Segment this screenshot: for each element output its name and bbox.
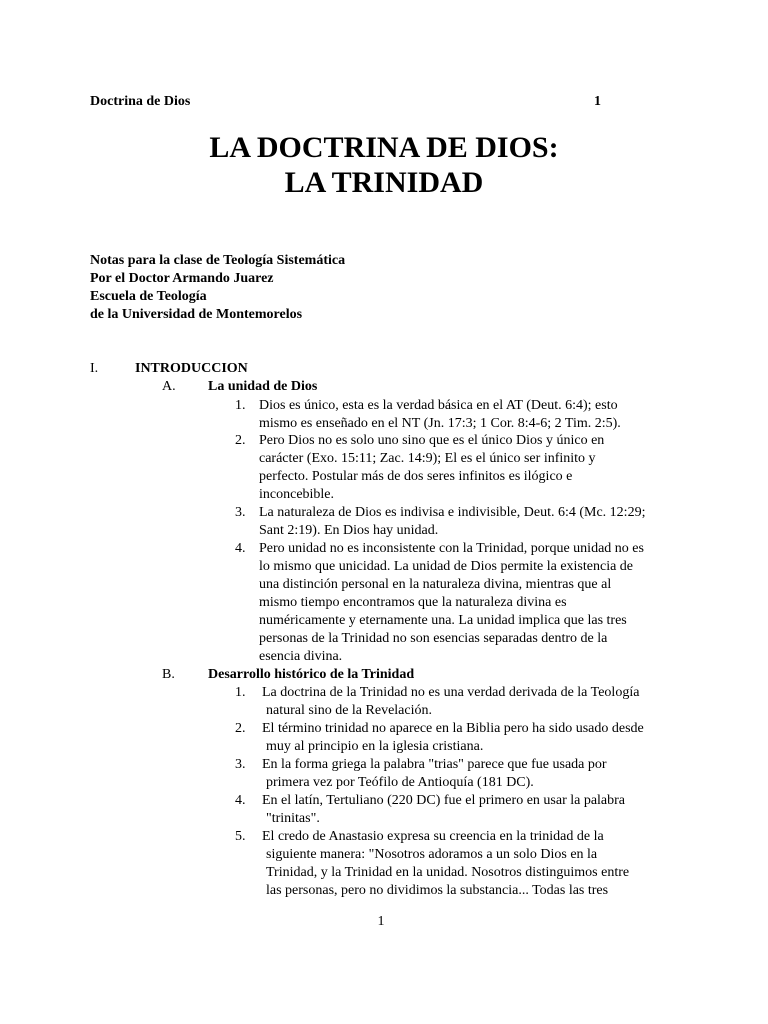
list-item-text: Sant 2:19). En Dios hay unidad.: [259, 523, 439, 538]
list-item-number: 4.: [235, 793, 246, 808]
list-item-text: Trinidad, y la Trinidad en la unidad. Nosotros distinguimos entre: [266, 865, 630, 880]
list-item-text: La doctrina de la Trinidad no es una verdad derivada de la Teología: [262, 685, 640, 700]
list-item-text: mismo tiempo encontramos que la naturaleza divina es: [259, 595, 567, 610]
list-item-number: 1.: [235, 398, 246, 413]
list-item-text: una distinción personal en la naturaleza divina, mientras que al: [259, 577, 612, 592]
author-line: Notas para la clase de Teología Sistemática: [90, 253, 346, 268]
list-item-text: En la forma griega la palabra "trias" parece que fue usada por: [262, 757, 607, 772]
list-item-text: inconcebible.: [259, 487, 335, 502]
page-footer: [0, 914, 768, 930]
list-item-text: Pero unidad no es inconsistente con la Trinidad, porque unidad no es: [259, 541, 644, 556]
list-item-number: 2.: [235, 721, 246, 736]
list-item-text: perfecto. Postular más de dos seres infinitos es ilógico e: [259, 469, 573, 484]
list-item-text: Pero Dios no es solo uno sino que es el único Dios y único en: [259, 433, 605, 448]
list-item-text: Dios es único, esta es la verdad básica en el AT (Deut. 6:4); esto: [259, 398, 618, 413]
section-heading: INTRODUCCION: [135, 361, 248, 376]
document-title-line-1: LA DOCTRINA DE DIOS:: [209, 131, 559, 164]
list-item-text: En el latín, Tertuliano (220 DC) fue el primero en usar la palabra: [262, 793, 626, 808]
list-item-text: carácter (Exo. 15:11; Zac. 14:9); El es el único ser infinito y: [259, 451, 596, 466]
document-title-line-2: LA TRINIDAD: [284, 166, 484, 199]
subsection-letter: A.: [162, 379, 176, 394]
author-line: Escuela de Teología: [90, 289, 207, 304]
footer-page-number: 1: [377, 914, 385, 929]
list-item-text: El credo de Anastasio expresa su creencia en la trinidad de la: [262, 829, 604, 844]
author-block: [90, 252, 345, 324]
subsection-heading: La unidad de Dios: [208, 379, 318, 394]
list-item-text: las personas, pero no dividimos la substancia... Todas las tres: [266, 883, 609, 898]
running-header-title: Doctrina de Dios: [90, 94, 191, 109]
section-numeral: I.: [90, 361, 99, 376]
list-item-text: muy al principio en la iglesia cristiana.: [266, 739, 484, 754]
list-item-text: numéricamente y eternamente una. La unidad implica que las tres: [259, 613, 627, 628]
list-item-text: El término trinidad no aparece en la Biblia pero ha sido usado desde: [262, 721, 644, 736]
list-item-text: primera vez por Teófilo de Antioquía (181 DC).: [266, 775, 534, 790]
list-item-text: siguiente manera: "Nosotros adoramos a un solo Dios en la: [266, 847, 598, 862]
list-item-number: 5.: [235, 829, 246, 844]
list-item-text: lo mismo que unicidad. La unidad de Dios permite la existencia de: [259, 559, 634, 574]
list-item-number: 4.: [235, 541, 246, 556]
running-header-page-number: 1: [594, 94, 601, 109]
author-line: Por el Doctor Armando Juarez: [90, 271, 274, 286]
subsection-heading: Desarrollo histórico de la Trinidad: [208, 667, 415, 682]
subsection-letter: B.: [162, 667, 175, 682]
list-item-number: 2.: [235, 433, 246, 448]
list-item-number: 3.: [235, 757, 246, 772]
list-item-text: La naturaleza de Dios es indivisa e indivisible, Deut. 6:4 (Mc. 12:29;: [259, 505, 646, 520]
list-item-text: personas de la Trinidad no son esencias separadas dentro de la: [259, 631, 608, 646]
list-item-text: esencia divina.: [259, 649, 343, 664]
list-item-text: mismo es enseñado en el NT (Jn. 17:3; 1 Cor. 8:4-6; 2 Tim. 2:5).: [259, 416, 621, 431]
list-item-text: natural sino de la Revelación.: [266, 703, 432, 718]
list-item-number: 1.: [235, 685, 246, 700]
list-item-text: "trinitas".: [266, 811, 320, 826]
list-item-number: 3.: [235, 505, 246, 520]
author-line: de la Universidad de Montemorelos: [90, 307, 303, 322]
